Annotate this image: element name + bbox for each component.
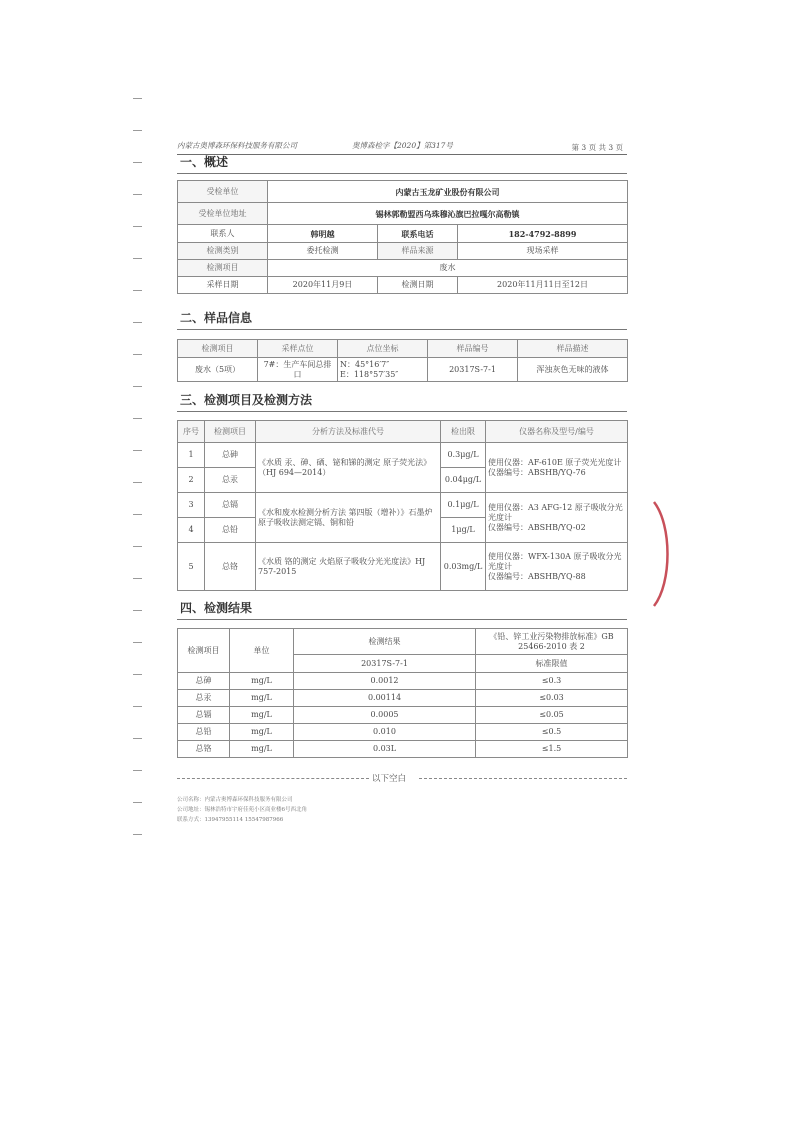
section-title-methods: 三、检测项目及检测方法 (180, 393, 313, 407)
contact-value: 韩明越 (268, 225, 378, 243)
methods-header: 检出限 (441, 421, 486, 443)
result-unit: mg/L (230, 724, 294, 741)
method-detection-limit: 0.1μg/L (441, 493, 486, 518)
footer-company: 公司名称：内蒙古奥博森环保科技服务有限公司 (177, 797, 293, 803)
method-detection-limit: 0.04μg/L (441, 468, 486, 493)
method-instrument (486, 543, 628, 591)
results-header-unit: 单位 (230, 629, 294, 673)
seal-stamp-icon (650, 500, 674, 608)
unit-value: 内蒙古玉龙矿业股份有限公司 (268, 181, 628, 203)
method-detection-limit: 1μg/L (441, 518, 486, 543)
result-item: 总铅 (178, 724, 230, 741)
result-value: 0.0012 (294, 673, 476, 690)
footer-contact: 联系方式：13947955114 15547987966 (177, 817, 284, 823)
method-standard: 《水质 铬的测定 火焰原子吸收分光光度法》HJ 757-2015 (256, 543, 441, 591)
sample-header: 检测项目 (178, 340, 258, 358)
result-unit: mg/L (230, 690, 294, 707)
sampling-date-value: 2020年11月9日 (268, 277, 378, 294)
result-value: 0.0005 (294, 707, 476, 724)
result-unit: mg/L (230, 673, 294, 690)
sample-coordinates (338, 358, 428, 382)
category-value: 委托检测 (268, 243, 378, 260)
company-footer (177, 795, 307, 825)
method-row-number: 1 (178, 443, 205, 468)
results-header-limit: 标准限值 (476, 655, 628, 673)
method-standard: 《水质 汞、砷、硒、铋和锑的测定 原子荧光法》（HJ 694—2014） (256, 443, 441, 493)
source-label: 样品来源 (378, 243, 458, 260)
result-value: 0.03L (294, 741, 476, 758)
method-row-item: 总汞 (205, 468, 256, 493)
result-limit: ≤1.5 (476, 741, 628, 758)
instrument-name: 使用仪器：WFX-130A 原子吸收分光光度计 (488, 551, 622, 571)
item-label: 检测项目 (178, 260, 268, 277)
results-table (177, 628, 628, 758)
results-header-result: 检测结果 (294, 629, 476, 655)
overview-table (177, 180, 628, 294)
source-value: 现场采样 (458, 243, 628, 260)
coord-north: N：45°16′7″ (340, 359, 390, 369)
method-standard: 《水和废水检测分析方法 第四版（增补）》石墨炉原子吸收法测定镉、铜和铅 (256, 493, 441, 543)
method-row-number: 2 (178, 468, 205, 493)
sample-item: 废水（5项） (178, 358, 258, 382)
instrument-name: 使用仪器：A3 AFG-12 原子吸收分光光度计 (488, 502, 623, 522)
phone-value: 182-4792-8899 (458, 225, 628, 243)
instrument-code: 仪器编号：ABSHB/YQ-88 (488, 571, 586, 581)
method-detection-limit: 0.3μg/L (441, 443, 486, 468)
header-company: 内蒙古奥博森环保科技服务有限公司 (177, 141, 297, 150)
sample-header: 点位坐标 (338, 340, 428, 358)
result-unit: mg/L (230, 707, 294, 724)
category-label: 检测类别 (178, 243, 268, 260)
coord-east: E：118°57′35″ (340, 369, 399, 379)
methods-header: 检测项目 (205, 421, 256, 443)
section-rule (177, 619, 627, 620)
header-rule (177, 154, 627, 155)
end-of-content-marker (177, 772, 627, 784)
header-report-number: 奥博森检字【2020】第317号 (352, 141, 453, 150)
phone-label: 联系电话 (378, 225, 458, 243)
binding-marks (133, 98, 143, 858)
method-row-item: 总镉 (205, 493, 256, 518)
methods-header: 仪器名称及型号/编号 (486, 421, 628, 443)
result-item: 总汞 (178, 690, 230, 707)
result-value: 0.00114 (294, 690, 476, 707)
results-header-sample-code: 20317S-7-1 (294, 655, 476, 673)
instrument-name: 使用仪器：AF-610E 原子荧光光度计 (488, 457, 622, 467)
section-title-sample: 二、样品信息 (180, 311, 253, 325)
result-limit: ≤0.5 (476, 724, 628, 741)
method-row-item: 总铬 (205, 543, 256, 591)
sampling-date-label: 采样日期 (178, 277, 268, 294)
footer-address: 公司地址：锡林浩特市宇府佳苑小区商业楼6号西北角 (177, 807, 308, 813)
address-label: 受检单位地址 (178, 203, 268, 225)
result-value: 0.010 (294, 724, 476, 741)
instrument-code: 仪器编号：ABSHB/YQ-76 (488, 467, 586, 477)
methods-header: 序号 (178, 421, 205, 443)
method-instrument (486, 443, 628, 493)
blank-below-text: 以下空白 (372, 774, 407, 784)
sample-table (177, 339, 628, 382)
results-header-item: 检测项目 (178, 629, 230, 673)
method-row-item: 总铅 (205, 518, 256, 543)
result-item: 总镉 (178, 707, 230, 724)
header-page-number: 第 3 页 共 3 页 (571, 143, 623, 152)
section-title-overview: 一、概述 (180, 155, 229, 169)
section-rule (177, 411, 627, 412)
sample-header: 采样点位 (258, 340, 338, 358)
address-value: 锡林郭勒盟西乌珠穆沁旗巴拉嘎尔高勒镇 (268, 203, 628, 225)
methods-table (177, 420, 628, 591)
section-rule (177, 173, 627, 174)
sample-point: 7#：生产车间总排口 (258, 358, 338, 382)
method-detection-limit: 0.03mg/L (441, 543, 486, 591)
testing-date-value: 2020年11月11日至12日 (458, 277, 628, 294)
result-limit: ≤0.3 (476, 673, 628, 690)
method-row-number: 4 (178, 518, 205, 543)
method-row-number: 3 (178, 493, 205, 518)
sample-code: 20317S-7-1 (428, 358, 518, 382)
item-value: 废水 (268, 260, 628, 277)
testing-date-label: 检测日期 (378, 277, 458, 294)
result-item: 总砷 (178, 673, 230, 690)
section-title-results: 四、检测结果 (180, 601, 253, 615)
result-limit: ≤0.03 (476, 690, 628, 707)
result-limit: ≤0.05 (476, 707, 628, 724)
section-rule (177, 329, 627, 330)
unit-label: 受检单位 (178, 181, 268, 203)
contact-label: 联系人 (178, 225, 268, 243)
methods-header: 分析方法及标准代号 (256, 421, 441, 443)
page-header (177, 140, 627, 154)
instrument-code: 仪器编号：ABSHB/YQ-02 (488, 522, 586, 532)
sample-header: 样品描述 (518, 340, 628, 358)
results-header-standard: 《铅、锌工业污染物排放标准》GB 25466-2010 表 2 (476, 629, 628, 655)
method-instrument (486, 493, 628, 543)
method-row-item: 总砷 (205, 443, 256, 468)
sample-header: 样品编号 (428, 340, 518, 358)
result-unit: mg/L (230, 741, 294, 758)
method-row-number: 5 (178, 543, 205, 591)
result-item: 总铬 (178, 741, 230, 758)
sample-description: 浑浊灰色无味的液体 (518, 358, 628, 382)
